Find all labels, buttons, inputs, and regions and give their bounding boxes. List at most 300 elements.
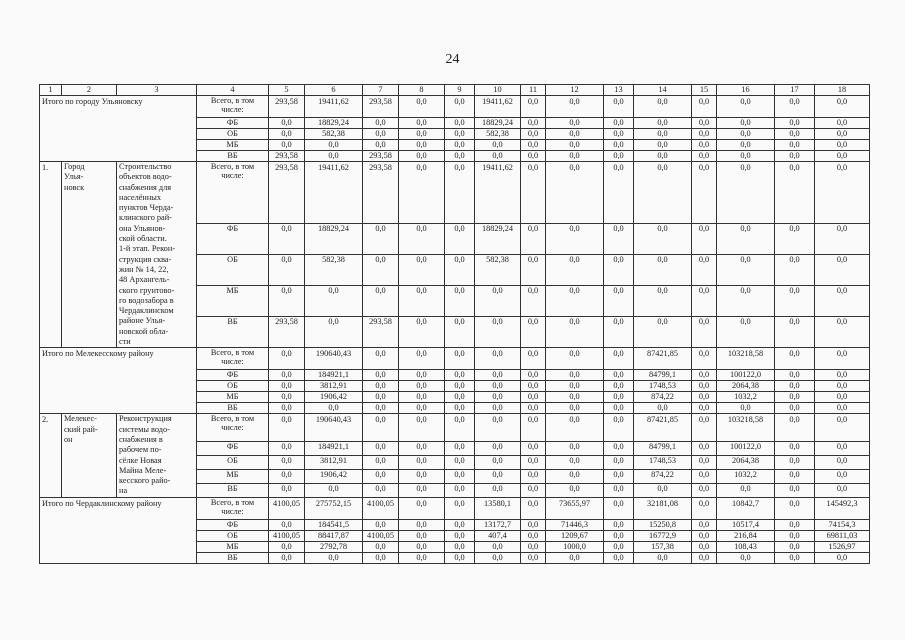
value-cell: 100122,0 xyxy=(717,442,775,456)
value-cell: 0,0 xyxy=(475,348,521,370)
value-cell: 0,0 xyxy=(363,483,399,497)
value-cell: 0,0 xyxy=(604,96,634,118)
value-cell: 582,38 xyxy=(305,129,363,140)
value-cell: 3812,91 xyxy=(305,381,363,392)
header-cell: 15 xyxy=(692,85,717,96)
value-cell: 0,0 xyxy=(546,129,604,140)
value-cell: 0,0 xyxy=(815,317,870,348)
value-cell: 0,0 xyxy=(634,129,692,140)
value-cell: 0,0 xyxy=(775,381,815,392)
value-cell: 69811,03 xyxy=(815,530,870,541)
value-cell: 0,0 xyxy=(604,519,634,530)
value-cell: 0,0 xyxy=(475,456,521,470)
value-cell: 0,0 xyxy=(399,519,445,530)
funding-source-cell: ФБ xyxy=(197,519,269,530)
table-body xyxy=(40,96,870,564)
value-cell: 2792,78 xyxy=(305,541,363,552)
header-cell: 17 xyxy=(775,85,815,96)
value-cell: 0,0 xyxy=(546,162,604,224)
value-cell: 0,0 xyxy=(399,552,445,563)
value-cell: 0,0 xyxy=(815,552,870,563)
funding-source-cell: МБ xyxy=(197,392,269,403)
section-total-label: Итого по городу Ульяновску xyxy=(40,96,197,162)
table-row xyxy=(40,497,870,519)
funding-source-cell: ОБ xyxy=(197,530,269,541)
value-cell: 15250,8 xyxy=(634,519,692,530)
value-cell: 0,0 xyxy=(521,129,546,140)
value-cell: 0,0 xyxy=(363,456,399,470)
value-cell: 0,0 xyxy=(475,140,521,151)
value-cell: 0,0 xyxy=(269,224,305,255)
value-cell: 1906,42 xyxy=(305,469,363,483)
value-cell: 0,0 xyxy=(363,348,399,370)
value-cell: 0,0 xyxy=(815,392,870,403)
value-cell: 157,38 xyxy=(634,541,692,552)
value-cell: 0,0 xyxy=(399,456,445,470)
value-cell: 87421,85 xyxy=(634,348,692,370)
value-cell: 0,0 xyxy=(269,255,305,286)
value-cell: 1032,2 xyxy=(717,392,775,403)
value-cell: 0,0 xyxy=(305,403,363,414)
value-cell: 0,0 xyxy=(445,96,475,118)
value-cell: 0,0 xyxy=(521,456,546,470)
value-cell: 0,0 xyxy=(546,348,604,370)
section-total-label: Итого по Мелекесскому району xyxy=(40,348,197,414)
value-cell: 0,0 xyxy=(475,552,521,563)
value-cell: 0,0 xyxy=(445,519,475,530)
value-cell: 0,0 xyxy=(546,469,604,483)
value-cell: 407,4 xyxy=(475,530,521,541)
value-cell: 0,0 xyxy=(775,348,815,370)
value-cell: 0,0 xyxy=(692,392,717,403)
funding-source-cell: ОБ xyxy=(197,381,269,392)
value-cell: 293,58 xyxy=(269,96,305,118)
item-location: Город Улья- новск xyxy=(62,162,117,348)
value-cell: 0,0 xyxy=(815,129,870,140)
value-cell: 0,0 xyxy=(363,286,399,317)
value-cell: 0,0 xyxy=(399,151,445,162)
value-cell: 0,0 xyxy=(521,381,546,392)
value-cell: 0,0 xyxy=(546,414,604,442)
value-cell: 0,0 xyxy=(269,381,305,392)
value-cell: 0,0 xyxy=(399,129,445,140)
value-cell: 19411,62 xyxy=(475,162,521,224)
value-cell: 0,0 xyxy=(475,370,521,381)
value-cell: 0,0 xyxy=(775,140,815,151)
value-cell: 0,0 xyxy=(815,118,870,129)
value-cell: 0,0 xyxy=(815,224,870,255)
value-cell: 10842,7 xyxy=(717,497,775,519)
value-cell: 0,0 xyxy=(546,255,604,286)
value-cell: 0,0 xyxy=(445,151,475,162)
value-cell: 0,0 xyxy=(305,552,363,563)
value-cell: 293,58 xyxy=(363,151,399,162)
value-cell: 0,0 xyxy=(399,348,445,370)
value-cell: 0,0 xyxy=(269,483,305,497)
value-cell: 0,0 xyxy=(775,403,815,414)
value-cell: 0,0 xyxy=(692,469,717,483)
value-cell: 0,0 xyxy=(815,162,870,224)
value-cell: 0,0 xyxy=(399,469,445,483)
value-cell: 0,0 xyxy=(269,414,305,442)
value-cell: 3812,91 xyxy=(305,456,363,470)
value-cell: 4100,05 xyxy=(269,530,305,541)
value-cell: 0,0 xyxy=(399,317,445,348)
value-cell: 0,0 xyxy=(399,541,445,552)
value-cell: 0,0 xyxy=(269,140,305,151)
value-cell: 0,0 xyxy=(399,497,445,519)
value-cell: 0,0 xyxy=(775,392,815,403)
value-cell: 0,0 xyxy=(775,456,815,470)
value-cell: 0,0 xyxy=(521,162,546,224)
value-cell: 0,0 xyxy=(305,483,363,497)
value-cell: 0,0 xyxy=(815,442,870,456)
value-cell: 0,0 xyxy=(815,483,870,497)
value-cell: 0,0 xyxy=(717,224,775,255)
value-cell: 0,0 xyxy=(815,469,870,483)
value-cell: 0,0 xyxy=(269,370,305,381)
value-cell: 0,0 xyxy=(546,370,604,381)
value-cell: 0,0 xyxy=(717,317,775,348)
value-cell: 0,0 xyxy=(775,370,815,381)
value-cell: 0,0 xyxy=(692,541,717,552)
funding-source-cell: ВБ xyxy=(197,403,269,414)
header-row xyxy=(40,85,870,96)
funding-source-cell: МБ xyxy=(197,286,269,317)
value-cell: 0,0 xyxy=(604,414,634,442)
value-cell: 0,0 xyxy=(634,552,692,563)
value-cell: 0,0 xyxy=(475,541,521,552)
value-cell: 0,0 xyxy=(521,140,546,151)
item-location: Мелекес- ский рай- он xyxy=(62,414,117,497)
value-cell: 0,0 xyxy=(305,286,363,317)
header-cell: 11 xyxy=(521,85,546,96)
header-cell: 4 xyxy=(197,85,269,96)
value-cell: 19411,62 xyxy=(305,162,363,224)
value-cell: 0,0 xyxy=(692,403,717,414)
value-cell: 84799,1 xyxy=(634,442,692,456)
value-cell: 0,0 xyxy=(634,224,692,255)
value-cell: 0,0 xyxy=(717,118,775,129)
value-cell: 1526,97 xyxy=(815,541,870,552)
value-cell: 0,0 xyxy=(269,129,305,140)
value-cell: 0,0 xyxy=(604,497,634,519)
value-cell: 18829,24 xyxy=(305,224,363,255)
value-cell: 0,0 xyxy=(363,392,399,403)
value-cell: 0,0 xyxy=(604,483,634,497)
value-cell: 0,0 xyxy=(521,530,546,541)
value-cell: 0,0 xyxy=(475,286,521,317)
value-cell: 0,0 xyxy=(546,140,604,151)
header-cell: 6 xyxy=(305,85,363,96)
value-cell: 0,0 xyxy=(475,414,521,442)
value-cell: 0,0 xyxy=(521,96,546,118)
value-cell: 74154,3 xyxy=(815,519,870,530)
value-cell: 0,0 xyxy=(363,552,399,563)
header-cell: 12 xyxy=(546,85,604,96)
value-cell: 0,0 xyxy=(604,469,634,483)
value-cell: 0,0 xyxy=(399,118,445,129)
value-cell: 0,0 xyxy=(445,469,475,483)
value-cell: 0,0 xyxy=(363,442,399,456)
value-cell: 0,0 xyxy=(445,348,475,370)
value-cell: 0,0 xyxy=(717,483,775,497)
value-cell: 0,0 xyxy=(604,530,634,541)
value-cell: 0,0 xyxy=(399,414,445,442)
value-cell: 1906,42 xyxy=(305,392,363,403)
value-cell: 0,0 xyxy=(692,255,717,286)
value-cell: 0,0 xyxy=(269,348,305,370)
value-cell: 0,0 xyxy=(363,224,399,255)
table-row xyxy=(40,414,870,442)
value-cell: 0,0 xyxy=(634,162,692,224)
value-cell: 0,0 xyxy=(604,255,634,286)
value-cell: 0,0 xyxy=(445,255,475,286)
value-cell: 0,0 xyxy=(521,497,546,519)
value-cell: 145492,3 xyxy=(815,497,870,519)
value-cell: 0,0 xyxy=(692,96,717,118)
value-cell: 0,0 xyxy=(604,442,634,456)
value-cell: 0,0 xyxy=(634,317,692,348)
value-cell: 13172,7 xyxy=(475,519,521,530)
value-cell: 0,0 xyxy=(815,255,870,286)
value-cell: 0,0 xyxy=(692,129,717,140)
value-cell: 0,0 xyxy=(775,129,815,140)
value-cell: 0,0 xyxy=(399,255,445,286)
value-cell: 0,0 xyxy=(717,552,775,563)
value-cell: 0,0 xyxy=(445,530,475,541)
value-cell: 84799,1 xyxy=(634,370,692,381)
value-cell: 0,0 xyxy=(692,442,717,456)
header-cell: 10 xyxy=(475,85,521,96)
value-cell: 0,0 xyxy=(815,403,870,414)
value-cell: 0,0 xyxy=(445,140,475,151)
value-cell: 2064,38 xyxy=(717,381,775,392)
value-cell: 0,0 xyxy=(363,414,399,442)
value-cell: 0,0 xyxy=(521,541,546,552)
value-cell: 0,0 xyxy=(717,129,775,140)
value-cell: 0,0 xyxy=(521,483,546,497)
funding-source-cell: МБ xyxy=(197,469,269,483)
value-cell: 0,0 xyxy=(604,151,634,162)
value-cell: 0,0 xyxy=(815,151,870,162)
value-cell: 0,0 xyxy=(445,129,475,140)
value-cell: 0,0 xyxy=(475,442,521,456)
value-cell: 0,0 xyxy=(717,403,775,414)
value-cell: 108,43 xyxy=(717,541,775,552)
value-cell: 874,22 xyxy=(634,469,692,483)
value-cell: 0,0 xyxy=(521,403,546,414)
value-cell: 0,0 xyxy=(521,469,546,483)
value-cell: 4100,05 xyxy=(269,497,305,519)
value-cell: 0,0 xyxy=(546,392,604,403)
page-number: 24 xyxy=(445,52,460,67)
value-cell: 0,0 xyxy=(717,151,775,162)
value-cell: 0,0 xyxy=(445,541,475,552)
value-cell: 0,0 xyxy=(634,483,692,497)
value-cell: 0,0 xyxy=(775,497,815,519)
header-cell: 8 xyxy=(399,85,445,96)
value-cell: 0,0 xyxy=(634,96,692,118)
value-cell: 0,0 xyxy=(692,348,717,370)
value-cell: 0,0 xyxy=(717,255,775,286)
value-cell: 0,0 xyxy=(815,140,870,151)
value-cell: 0,0 xyxy=(445,224,475,255)
value-cell: 0,0 xyxy=(475,381,521,392)
value-cell: 0,0 xyxy=(475,469,521,483)
value-cell: 0,0 xyxy=(775,224,815,255)
value-cell: 0,0 xyxy=(692,370,717,381)
value-cell: 0,0 xyxy=(269,442,305,456)
funding-source-cell: ФБ xyxy=(197,442,269,456)
value-cell: 0,0 xyxy=(717,96,775,118)
value-cell: 0,0 xyxy=(692,552,717,563)
value-cell: 71446,3 xyxy=(546,519,604,530)
value-cell: 0,0 xyxy=(521,414,546,442)
value-cell: 184921,1 xyxy=(305,442,363,456)
value-cell: 190640,43 xyxy=(305,414,363,442)
value-cell: 293,58 xyxy=(269,317,305,348)
value-cell: 1748,53 xyxy=(634,381,692,392)
value-cell: 0,0 xyxy=(269,456,305,470)
funding-source-cell: ВБ xyxy=(197,483,269,497)
value-cell: 0,0 xyxy=(546,552,604,563)
value-cell: 0,0 xyxy=(445,483,475,497)
value-cell: 0,0 xyxy=(775,286,815,317)
value-cell: 0,0 xyxy=(546,96,604,118)
value-cell: 0,0 xyxy=(604,129,634,140)
value-cell: 0,0 xyxy=(445,442,475,456)
value-cell: 0,0 xyxy=(775,519,815,530)
value-cell: 0,0 xyxy=(692,286,717,317)
value-cell: 0,0 xyxy=(815,381,870,392)
value-cell: 0,0 xyxy=(604,456,634,470)
value-cell: 103218,58 xyxy=(717,348,775,370)
value-cell: 0,0 xyxy=(634,140,692,151)
funding-source-cell: ВБ xyxy=(197,552,269,563)
header-cell: 2 xyxy=(62,85,117,96)
value-cell: 16772,9 xyxy=(634,530,692,541)
value-cell: 0,0 xyxy=(269,286,305,317)
value-cell: 0,0 xyxy=(445,286,475,317)
header-cell: 13 xyxy=(604,85,634,96)
funding-source-cell: Всего, в том числе: xyxy=(197,348,269,370)
value-cell: 0,0 xyxy=(399,162,445,224)
value-cell: 18829,24 xyxy=(305,118,363,129)
value-cell: 0,0 xyxy=(399,381,445,392)
value-cell: 0,0 xyxy=(604,370,634,381)
item-number: 2. xyxy=(40,414,62,497)
value-cell: 293,58 xyxy=(269,151,305,162)
value-cell: 0,0 xyxy=(445,552,475,563)
value-cell: 0,0 xyxy=(546,483,604,497)
value-cell: 0,0 xyxy=(815,370,870,381)
value-cell: 19411,62 xyxy=(305,96,363,118)
value-cell: 582,38 xyxy=(475,129,521,140)
value-cell: 582,38 xyxy=(305,255,363,286)
value-cell: 87421,85 xyxy=(634,414,692,442)
value-cell: 0,0 xyxy=(363,118,399,129)
value-cell: 0,0 xyxy=(546,442,604,456)
funding-source-cell: МБ xyxy=(197,140,269,151)
value-cell: 0,0 xyxy=(475,392,521,403)
value-cell: 103218,58 xyxy=(717,414,775,442)
funding-source-cell: ВБ xyxy=(197,317,269,348)
value-cell: 0,0 xyxy=(399,286,445,317)
value-cell: 32181,08 xyxy=(634,497,692,519)
funding-source-cell: ОБ xyxy=(197,129,269,140)
value-cell: 582,38 xyxy=(475,255,521,286)
value-cell: 0,0 xyxy=(475,403,521,414)
item-description: Строительство объектов водо- снабжения для населённых пунктов Черда- клинского рай- она Ульянов- ской области. 1-й этап. Рекон- струкция сква- жин № 14, 22, 48 Архангель- ского грунтово- го водозабора в Чердаклинском районе Улья- новской обла- сти xyxy=(117,162,197,348)
value-cell: 0,0 xyxy=(692,151,717,162)
value-cell: 0,0 xyxy=(815,414,870,442)
value-cell: 0,0 xyxy=(634,118,692,129)
value-cell: 0,0 xyxy=(692,140,717,151)
value-cell: 18829,24 xyxy=(475,118,521,129)
value-cell: 0,0 xyxy=(604,403,634,414)
header-cell: 1 xyxy=(40,85,62,96)
value-cell: 0,0 xyxy=(775,317,815,348)
value-cell: 0,0 xyxy=(269,392,305,403)
funding-source-cell: ОБ xyxy=(197,456,269,470)
value-cell: 0,0 xyxy=(521,151,546,162)
value-cell: 0,0 xyxy=(269,469,305,483)
value-cell: 0,0 xyxy=(634,286,692,317)
section-total-label: Итого по Чердаклинскому району xyxy=(40,497,197,563)
value-cell: 0,0 xyxy=(775,530,815,541)
funding-source-cell: ФБ xyxy=(197,118,269,129)
value-cell: 0,0 xyxy=(604,118,634,129)
value-cell: 0,0 xyxy=(521,519,546,530)
value-cell: 0,0 xyxy=(305,317,363,348)
value-cell: 0,0 xyxy=(521,317,546,348)
value-cell: 100122,0 xyxy=(717,370,775,381)
value-cell: 0,0 xyxy=(775,442,815,456)
value-cell: 0,0 xyxy=(815,348,870,370)
value-cell: 0,0 xyxy=(269,118,305,129)
value-cell: 0,0 xyxy=(475,151,521,162)
value-cell: 0,0 xyxy=(604,162,634,224)
value-cell: 0,0 xyxy=(604,381,634,392)
table-row xyxy=(40,96,870,118)
value-cell: 0,0 xyxy=(269,519,305,530)
value-cell: 0,0 xyxy=(775,541,815,552)
value-cell: 0,0 xyxy=(399,96,445,118)
value-cell: 0,0 xyxy=(363,469,399,483)
value-cell: 0,0 xyxy=(692,414,717,442)
value-cell: 0,0 xyxy=(604,286,634,317)
value-cell: 0,0 xyxy=(305,140,363,151)
value-cell: 0,0 xyxy=(775,414,815,442)
value-cell: 0,0 xyxy=(692,456,717,470)
funding-source-cell: ВБ xyxy=(197,151,269,162)
value-cell: 184541,5 xyxy=(305,519,363,530)
value-cell: 0,0 xyxy=(521,286,546,317)
value-cell: 0,0 xyxy=(363,541,399,552)
value-cell: 0,0 xyxy=(775,162,815,224)
value-cell: 0,0 xyxy=(775,118,815,129)
value-cell: 0,0 xyxy=(775,469,815,483)
value-cell: 0,0 xyxy=(717,140,775,151)
value-cell: 0,0 xyxy=(363,403,399,414)
value-cell: 0,0 xyxy=(634,255,692,286)
value-cell: 0,0 xyxy=(717,286,775,317)
value-cell: 0,0 xyxy=(692,530,717,541)
funding-source-cell: МБ xyxy=(197,541,269,552)
value-cell: 0,0 xyxy=(546,381,604,392)
value-cell: 0,0 xyxy=(546,286,604,317)
